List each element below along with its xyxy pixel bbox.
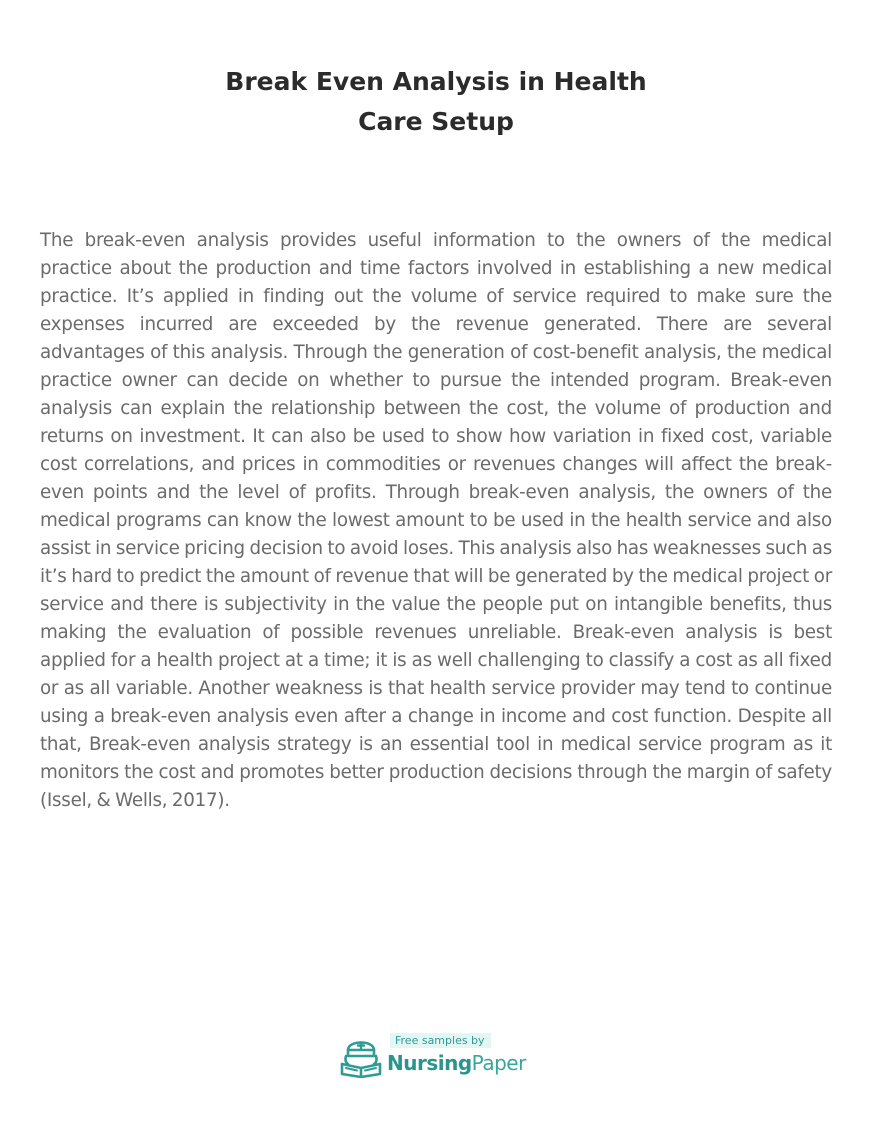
page-title-line-1: Break Even Analysis in Health	[225, 67, 647, 96]
footer-brand-light: Paper	[471, 1051, 526, 1075]
footer-tagline: Free samples by	[390, 1033, 491, 1048]
page-title	[0, 62, 872, 142]
nurse-cap-book-icon	[338, 1032, 384, 1078]
body-paragraph: The break-even analysis provides useful information to the owners of the medical practice about the production and time factors involved in establishing a new medical practice. It’s applied in finding out the volume of service required to make sure the expenses incurred are exceeded by the revenue generated. There are several advantages of this analysis. Through the generation of cost-benefit analysis, the medical practice owner can decide on whether to pursue the intended program. Break-even analysis can explain the relationship between the cost, the volume of production and returns on investment. It can also be used to show how variation in fixed cost, variable cost correlations, and prices in commodities or revenues changes will affect the break-even points and the level of profits. Through break-even analysis, the owners of the medical programs can know the lowest amount to be used in the health service and also assist in service pricing decision to avoid loses. This analysis also has weaknesses such as it’s hard to predict the amount of revenue that will be generated by the medical project or service and there is subjectivity in the value the people put on intangible benefits, thus making the evaluation of possible revenues unreliable. Break-even analysis is best applied for a health project at a time; it is as well challenging to classify a cost as all fixed or as all variable. Another weakness is that health service provider may tend to continue using a break-even analysis even after a change in income and cost function. Despite all that, Break-even analysis strategy is an essential tool in medical service program as it monitors the cost and promotes better production decisions through the margin of safety (Issel, & Wells, 2017).	[40, 230, 832, 811]
footer-brand	[387, 1050, 526, 1076]
page-title-line-2: Care Setup	[358, 107, 514, 136]
footer-brand-bold: Nursing	[387, 1051, 472, 1075]
footer-logo	[338, 1030, 538, 1080]
